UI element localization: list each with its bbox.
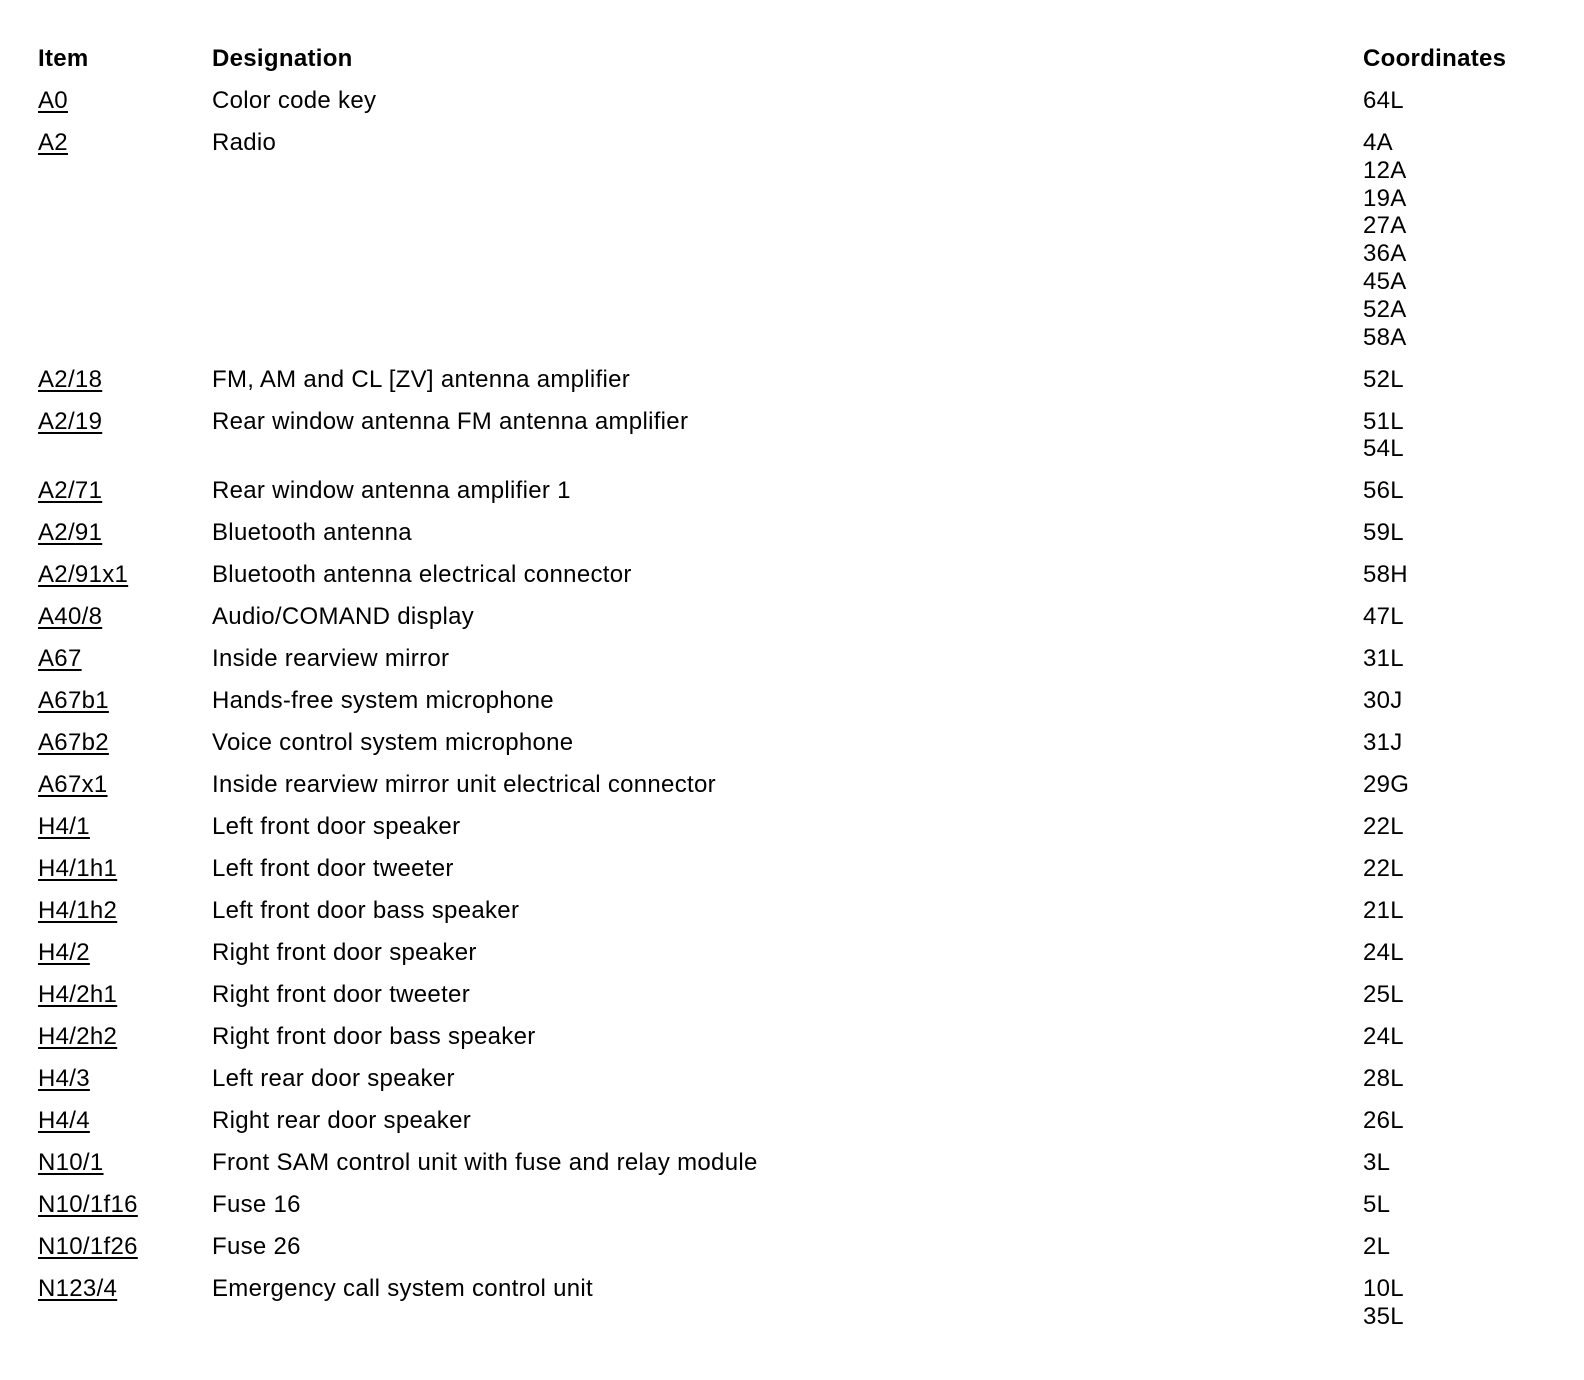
item-link[interactable]: A67 xyxy=(38,645,82,673)
item-cell xyxy=(38,813,212,841)
coordinates-cell xyxy=(1363,729,1558,757)
coordinate-value: 56L xyxy=(1363,477,1404,505)
coordinate-value: 26L xyxy=(1363,1107,1404,1135)
item-link[interactable]: A67x1 xyxy=(38,771,108,799)
table-row xyxy=(38,729,1558,771)
coordinate-value: 21L xyxy=(1363,897,1404,925)
designation-cell: Emergency call system control unit xyxy=(212,1275,594,1302)
coordinate-value: 51L xyxy=(1363,407,1404,435)
table-row xyxy=(38,87,1558,129)
coordinate-value: 47L xyxy=(1363,603,1404,631)
coordinate-value: 54L xyxy=(1363,435,1404,463)
item-cell xyxy=(38,366,212,394)
item-cell xyxy=(38,1107,212,1135)
designation-cell: Right front door bass speaker xyxy=(212,1023,536,1051)
item-link[interactable]: H4/1h2 xyxy=(38,897,118,925)
item-link[interactable]: H4/1 xyxy=(38,813,90,841)
designation-cell: Bluetooth antenna electrical connector xyxy=(212,561,632,589)
coordinate-value: 28L xyxy=(1363,1065,1404,1093)
coordinate-value: 4A xyxy=(1363,128,1393,156)
designation-cell: Fuse 16 xyxy=(212,1191,301,1219)
item-cell xyxy=(38,561,212,589)
coordinates-cell xyxy=(1363,855,1558,883)
item-link[interactable]: A40/8 xyxy=(38,603,103,631)
coordinates-cell xyxy=(1363,561,1558,589)
item-link[interactable]: H4/2h1 xyxy=(38,981,118,1009)
coordinate-value: 64L xyxy=(1363,86,1404,114)
item-link[interactable]: H4/4 xyxy=(38,1107,90,1135)
coordinate-value: 19A xyxy=(1363,184,1407,212)
coordinates-cell xyxy=(1363,981,1558,1009)
table-row xyxy=(38,813,1558,855)
item-cell xyxy=(38,897,212,925)
coordinates-cell xyxy=(1363,1023,1558,1051)
item-cell xyxy=(38,687,212,715)
designation-cell: Fuse 26 xyxy=(212,1233,301,1261)
item-cell xyxy=(38,729,212,757)
coordinate-value: 58A xyxy=(1363,323,1407,351)
designation-cell: Hands-free system microphone xyxy=(212,687,554,715)
table-row xyxy=(38,1149,1558,1191)
coordinate-value: 22L xyxy=(1363,813,1404,841)
coordinate-value: 27A xyxy=(1363,212,1407,240)
designation-cell: Voice control system microphone xyxy=(212,729,574,757)
item-link[interactable]: H4/3 xyxy=(38,1065,90,1093)
item-cell xyxy=(38,129,212,351)
table-row xyxy=(38,1233,1558,1275)
table-row xyxy=(38,603,1558,645)
item-cell xyxy=(38,1275,212,1331)
coordinate-value: 52L xyxy=(1363,365,1404,393)
item-link[interactable]: N10/1f26 xyxy=(38,1233,138,1261)
coordinates-cell xyxy=(1363,1191,1558,1219)
item-link[interactable]: A2/91x1 xyxy=(38,561,129,589)
item-link[interactable]: A67b2 xyxy=(38,729,109,757)
table-header xyxy=(38,45,1558,87)
table-row xyxy=(38,408,1558,478)
coordinate-value: 31J xyxy=(1363,729,1403,757)
designation-cell: FM, AM and CL [ZV] antenna amplifier xyxy=(212,365,631,393)
designation-cell: Left rear door speaker xyxy=(212,1065,455,1093)
item-link[interactable]: N123/4 xyxy=(38,1275,118,1302)
designation-cell: Audio/COMAND display xyxy=(212,603,475,631)
item-cell xyxy=(38,1023,212,1051)
designation-cell: Left front door tweeter xyxy=(212,855,454,883)
item-cell xyxy=(38,408,212,464)
coordinate-value: 30J xyxy=(1363,687,1403,715)
item-cell xyxy=(38,1191,212,1219)
item-link[interactable]: A2/71 xyxy=(38,477,103,505)
coordinates-cell xyxy=(1363,771,1558,799)
designation-cell: Front SAM control unit with fuse and relay module xyxy=(212,1149,758,1177)
table-body xyxy=(38,87,1558,1345)
item-cell xyxy=(38,1065,212,1093)
item-cell xyxy=(38,855,212,883)
item-link[interactable]: A0 xyxy=(38,86,68,114)
coordinates-cell xyxy=(1363,519,1558,547)
coordinate-value: 29G xyxy=(1363,771,1410,799)
header-designation: Designation xyxy=(212,45,353,72)
table-row xyxy=(38,561,1558,603)
designation-cell: Rear window antenna amplifier 1 xyxy=(212,477,571,505)
item-cell xyxy=(38,603,212,631)
item-link[interactable]: A2/19 xyxy=(38,407,103,435)
coordinate-value: 3L xyxy=(1363,1149,1391,1177)
coordinates-cell xyxy=(1363,1149,1558,1177)
designation-cell: Inside rearview mirror unit electrical connector xyxy=(212,771,716,799)
coordinate-value: 52A xyxy=(1363,295,1407,323)
coordinates-cell xyxy=(1363,129,1558,351)
coordinate-value: 36A xyxy=(1363,240,1407,268)
header-coordinates: Coordinates xyxy=(1363,45,1507,72)
coordinate-value: 24L xyxy=(1363,939,1404,967)
item-link[interactable]: A67b1 xyxy=(38,687,109,715)
component-table xyxy=(38,45,1558,1345)
table-row xyxy=(38,1065,1558,1107)
item-link[interactable]: N10/1 xyxy=(38,1149,104,1177)
table-row xyxy=(38,1275,1558,1345)
coordinates-cell xyxy=(1363,87,1558,115)
item-cell xyxy=(38,519,212,547)
item-cell xyxy=(38,87,212,115)
coordinate-value: 58H xyxy=(1363,561,1408,589)
table-row xyxy=(38,477,1558,519)
item-link[interactable]: A2/18 xyxy=(38,365,103,393)
coordinates-cell xyxy=(1363,408,1558,464)
designation-cell: Left front door speaker xyxy=(212,813,461,841)
designation-cell: Inside rearview mirror xyxy=(212,645,450,673)
coordinate-value: 35L xyxy=(1363,1302,1404,1330)
coordinates-cell xyxy=(1363,603,1558,631)
coordinates-cell xyxy=(1363,366,1558,394)
item-cell xyxy=(38,939,212,967)
coordinate-value: 31L xyxy=(1363,645,1404,673)
table-row xyxy=(38,1107,1558,1149)
item-link[interactable]: A2/91 xyxy=(38,519,103,547)
table-row xyxy=(38,645,1558,687)
designation-cell: Radio xyxy=(212,128,277,156)
designation-cell: Bluetooth antenna xyxy=(212,519,412,547)
coordinate-value: 10L xyxy=(1363,1275,1404,1302)
table-row xyxy=(38,855,1558,897)
coordinates-cell xyxy=(1363,939,1558,967)
coordinates-cell xyxy=(1363,1107,1558,1135)
table-row xyxy=(38,1023,1558,1065)
item-link[interactable]: N10/1f16 xyxy=(38,1191,138,1219)
coordinates-cell xyxy=(1363,645,1558,673)
table-row xyxy=(38,897,1558,939)
item-link[interactable]: H4/1h1 xyxy=(38,855,118,883)
coordinate-value: 12A xyxy=(1363,156,1407,184)
table-row xyxy=(38,519,1558,561)
table-row xyxy=(38,129,1558,366)
item-link[interactable]: A2 xyxy=(38,128,68,156)
table-row xyxy=(38,981,1558,1023)
table-row xyxy=(38,1191,1558,1233)
item-cell xyxy=(38,981,212,1009)
coordinate-value: 24L xyxy=(1363,1023,1404,1051)
item-cell xyxy=(38,477,212,505)
table-row xyxy=(38,771,1558,813)
item-link[interactable]: H4/2h2 xyxy=(38,1023,118,1051)
coordinates-cell xyxy=(1363,813,1558,841)
coordinates-cell xyxy=(1363,1233,1558,1261)
designation-cell: Rear window antenna FM antenna amplifier xyxy=(212,407,689,435)
item-link[interactable]: H4/2 xyxy=(38,939,90,967)
coordinates-cell xyxy=(1363,1065,1558,1093)
coordinates-cell xyxy=(1363,687,1558,715)
item-cell xyxy=(38,1149,212,1177)
coordinates-cell xyxy=(1363,1275,1558,1331)
designation-cell: Color code key xyxy=(212,86,377,114)
item-cell xyxy=(38,645,212,673)
table-row xyxy=(38,939,1558,981)
coordinate-value: 59L xyxy=(1363,519,1404,547)
coordinate-value: 22L xyxy=(1363,855,1404,883)
designation-cell: Left front door bass speaker xyxy=(212,897,520,925)
coordinate-value: 25L xyxy=(1363,981,1404,1009)
item-cell xyxy=(38,1233,212,1261)
coordinates-cell xyxy=(1363,477,1558,505)
designation-cell: Right front door speaker xyxy=(212,939,477,967)
table-row xyxy=(38,687,1558,729)
designation-cell: Right front door tweeter xyxy=(212,981,470,1009)
coordinate-value: 5L xyxy=(1363,1191,1391,1219)
item-cell xyxy=(38,771,212,799)
coordinate-value: 2L xyxy=(1363,1233,1391,1261)
coordinate-value: 45A xyxy=(1363,267,1407,295)
designation-cell: Right rear door speaker xyxy=(212,1107,472,1135)
table-row xyxy=(38,366,1558,408)
header-item: Item xyxy=(38,45,89,72)
coordinates-cell xyxy=(1363,897,1558,925)
